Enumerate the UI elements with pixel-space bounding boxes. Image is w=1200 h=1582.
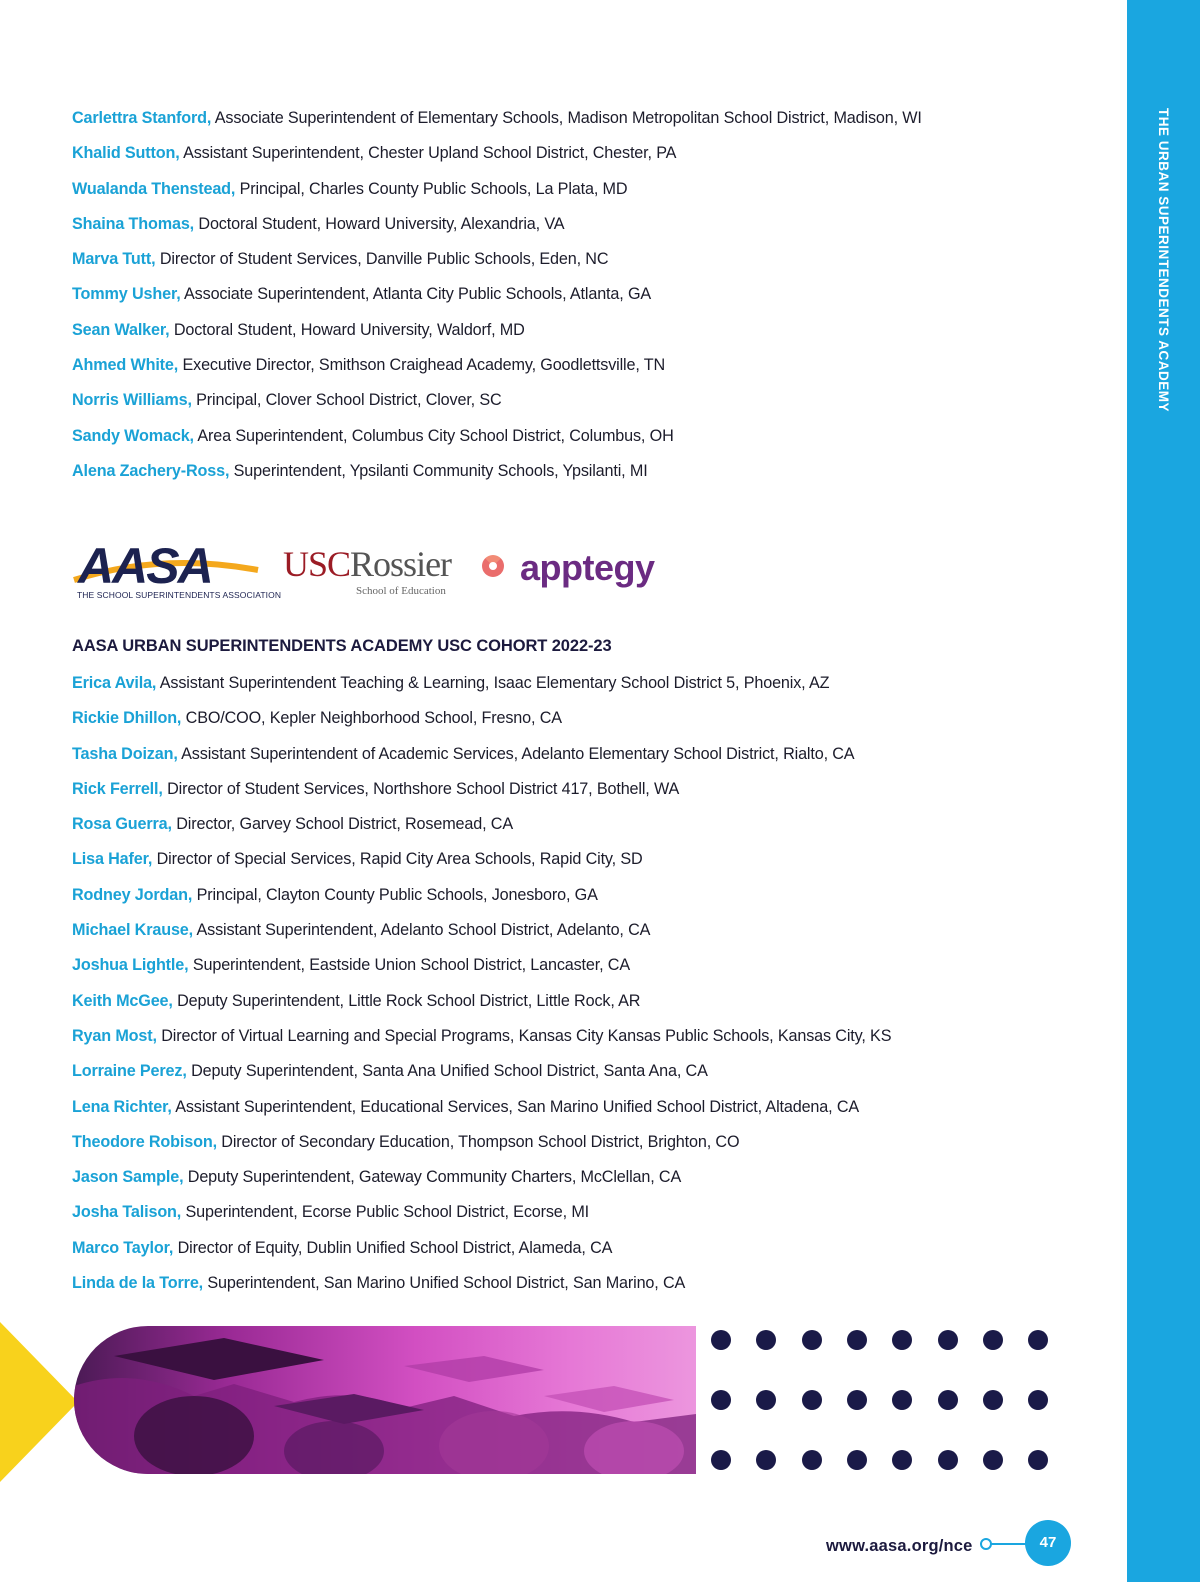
person-detail: Associate Superintendent of Elementary Schools, Madison Metropolitan School District, Madison, WI (214, 109, 922, 127)
dot (1028, 1330, 1048, 1350)
person-detail: Doctoral Student, Howard University, Waldorf, MD (173, 320, 525, 339)
sponsor-logos (72, 540, 692, 610)
list-item (72, 460, 922, 495)
sidebar-band (1127, 0, 1200, 1582)
person-detail: Superintendent, San Marino Unified School District, San Marino, CA (207, 1274, 686, 1293)
person-detail: Assistant Superintendent of Academic Services, Adelanto Elementary School District, Rialto, CA (181, 744, 855, 763)
person-name: Rick Ferrell, (72, 779, 163, 798)
person-name: Carlettra Stanford, (72, 109, 212, 127)
person-name: Alena Zachery-Ross, (72, 461, 230, 480)
usc-subtitle: School of Education (356, 585, 446, 597)
dot (756, 1390, 776, 1410)
list-item (72, 1166, 891, 1201)
rossier-wordmark: Rossier (350, 544, 452, 584)
person-detail: Director of Student Services, Danville Public Schools, Eden, NC (159, 250, 609, 269)
person-name: Sean Walker, (72, 320, 170, 339)
dot (847, 1390, 867, 1410)
list-item (72, 1025, 891, 1060)
person-name: Shaina Thomas, (72, 214, 195, 233)
usc-rossier-logo (283, 544, 463, 604)
list-item (72, 1131, 891, 1166)
person-name: Tommy Usher, (72, 285, 181, 304)
person-detail: Director of Secondary Education, Thompson School District, Brighton, CO (221, 1132, 740, 1151)
footer-url: www.aasa.org/nce (826, 1537, 973, 1555)
person-detail: Principal, Charles County Public Schools, La Plata, MD (239, 179, 628, 198)
person-detail: Director of Equity, Dublin Unified School District, Alameda, CA (177, 1238, 613, 1257)
person-detail: Area Superintendent, Columbus City School District, Columbus, OH (197, 426, 674, 445)
person-name: Rodney Jordan, (72, 885, 193, 904)
top-name-list (72, 107, 922, 495)
apptegy-wordmark: apptegy (520, 547, 655, 588)
dot (892, 1330, 912, 1350)
list-item (72, 354, 922, 389)
dot (802, 1390, 822, 1410)
dot (711, 1390, 731, 1410)
list-item (72, 954, 891, 989)
list-item (72, 848, 891, 883)
person-detail: Assistant Superintendent, Chester Upland School District, Chester, PA (183, 144, 677, 163)
list-item (72, 319, 922, 354)
dot-grid-decoration (711, 1330, 1056, 1470)
list-item (72, 1096, 891, 1131)
dot (1028, 1390, 1048, 1410)
person-name: Lorraine Perez, (72, 1062, 187, 1081)
graduation-caps-image (74, 1326, 696, 1474)
dot (1028, 1450, 1048, 1470)
dot (938, 1450, 958, 1470)
person-detail: Superintendent, Ypsilanti Community Schools, Ypsilanti, MI (233, 461, 648, 480)
person-detail: Deputy Superintendent, Little Rock School District, Little Rock, AR (177, 991, 641, 1010)
page-number: 47 (1025, 1520, 1071, 1566)
aasa-logo (72, 538, 282, 602)
dot (711, 1330, 731, 1350)
person-name: Ryan Most, (72, 1026, 157, 1045)
person-name: Rosa Guerra, (72, 815, 172, 834)
aasa-subtitle: THE SCHOOL SUPERINTENDENTS ASSOCIATION (77, 590, 282, 600)
person-detail: Doctoral Student, Howard University, Alexandria, VA (198, 214, 565, 233)
dot (847, 1450, 867, 1470)
cohort-name-list (72, 672, 891, 1307)
person-detail: Superintendent, Eastside Union School District, Lancaster, CA (192, 956, 630, 975)
dot (938, 1330, 958, 1350)
list-item (72, 178, 922, 213)
person-detail: Director of Virtual Learning and Special Programs, Kansas City Kansas Public Schools, Kansas City, KS (161, 1026, 892, 1045)
person-detail: Assistant Superintendent Teaching & Learning, Isaac Elementary School District 5, Phoenix, AZ (159, 674, 830, 692)
person-detail: Deputy Superintendent, Santa Ana Unified School District, Santa Ana, CA (191, 1062, 708, 1081)
dot (756, 1330, 776, 1350)
person-detail: Deputy Superintendent, Gateway Community Charters, McClellan, CA (187, 1168, 682, 1187)
list-item (72, 813, 891, 848)
dot (938, 1390, 958, 1410)
apptegy-ring-icon (482, 555, 504, 577)
person-detail: Assistant Superintendent, Educational Services, San Marino Unified School District, Altadena, CA (175, 1097, 860, 1116)
list-item (72, 1237, 891, 1272)
person-name: Ahmed White, (72, 356, 179, 375)
graduation-photo (74, 1326, 696, 1474)
person-detail: Director of Student Services, Northshore School District 417, Bothell, WA (167, 779, 680, 798)
list-item (72, 1060, 891, 1095)
person-name: Marva Tutt, (72, 250, 156, 269)
sidebar-title: THE URBAN SUPERINTENDENTS ACADEMY (1156, 108, 1171, 413)
list-item (72, 107, 922, 142)
person-name: Lisa Hafer, (72, 850, 153, 869)
cohort-heading: AASA URBAN SUPERINTENDENTS ACADEMY USC COHORT 2022-23 (72, 637, 612, 655)
list-item (72, 213, 922, 248)
person-detail: Associate Superintendent, Atlanta City Public Schools, Atlanta, GA (184, 285, 652, 304)
yellow-triangle-decoration (0, 1322, 78, 1482)
usc-wordmark: USC (283, 544, 351, 584)
person-name: Lena Richter, (72, 1097, 172, 1116)
list-item (72, 142, 922, 177)
list-item (72, 672, 891, 707)
person-detail: Assistant Superintendent, Adelanto School District, Adelanto, CA (196, 921, 651, 940)
aasa-mark: AASA (78, 538, 212, 594)
person-name: Khalid Sutton, (72, 144, 180, 163)
list-item (72, 1201, 891, 1236)
person-detail: Principal, Clover School District, Clover, SC (196, 391, 502, 410)
dot (711, 1450, 731, 1470)
footer-connector-line (986, 1543, 1030, 1545)
person-name: Joshua Lightle, (72, 956, 189, 975)
person-detail: Principal, Clayton County Public Schools, Jonesboro, GA (196, 885, 598, 904)
person-name: Keith McGee, (72, 991, 173, 1010)
list-item (72, 919, 891, 954)
dot (983, 1450, 1003, 1470)
list-item (72, 389, 922, 424)
person-detail: Director, Garvey School District, Rosemead, CA (176, 815, 513, 834)
person-name: Linda de la Torre, (72, 1274, 204, 1293)
list-item (72, 884, 891, 919)
person-name: Norris Williams, (72, 391, 192, 410)
person-detail: Superintendent, Ecorse Public School District, Ecorse, MI (185, 1203, 590, 1222)
list-item (72, 283, 922, 318)
dot (802, 1450, 822, 1470)
person-name: Erica Avila, (72, 674, 157, 692)
person-name: Wualanda Thenstead, (72, 179, 236, 198)
person-detail: Director of Special Services, Rapid City Area Schools, Rapid City, SD (156, 850, 643, 869)
dot (892, 1450, 912, 1470)
person-name: Tasha Doizan, (72, 744, 178, 763)
dot (983, 1330, 1003, 1350)
list-item (72, 707, 891, 742)
dot (983, 1390, 1003, 1410)
dot (892, 1390, 912, 1410)
person-detail: Executive Director, Smithson Craighead Academy, Goodlettsville, TN (182, 356, 666, 375)
dot (847, 1330, 867, 1350)
person-name: Michael Krause, (72, 921, 194, 940)
person-name: Rickie Dhillon, (72, 709, 182, 728)
person-name: Theodore Robison, (72, 1132, 217, 1151)
footer-connector-ring-icon (980, 1538, 992, 1550)
person-name: Jason Sample, (72, 1168, 184, 1187)
list-item (72, 990, 891, 1025)
list-item (72, 248, 922, 283)
list-item (72, 778, 891, 813)
person-detail: CBO/COO, Kepler Neighborhood School, Fresno, CA (185, 709, 562, 728)
person-name: Marco Taylor, (72, 1238, 174, 1257)
apptegy-logo (482, 548, 682, 598)
person-name: Josha Talison, (72, 1203, 182, 1222)
list-item (72, 425, 922, 460)
dot (802, 1330, 822, 1350)
list-item (72, 1272, 891, 1307)
person-name: Sandy Womack, (72, 426, 194, 445)
list-item (72, 743, 891, 778)
dot (756, 1450, 776, 1470)
